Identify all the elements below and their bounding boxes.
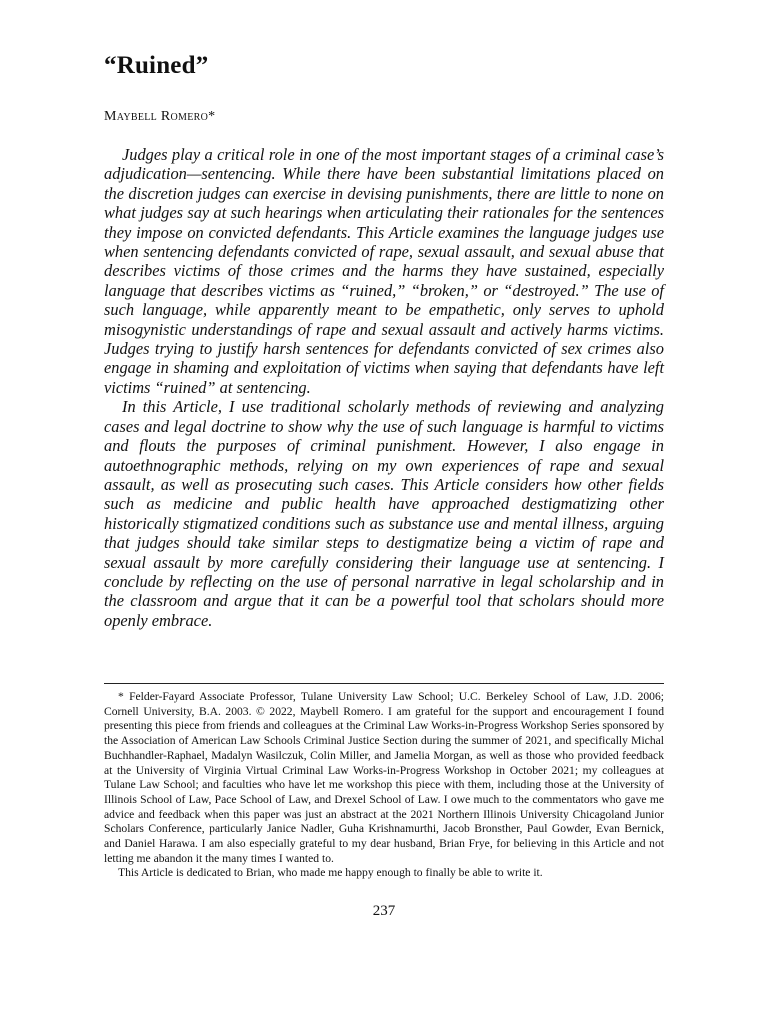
abstract-paragraph-2: In this Article, I use traditional scholarly methods of reviewing and analyzing cases and legal doctrine to show why the use of such language is harmful to victims and flouts the purposes of criminal punishment. However, I also engage in autoethnographic methods, relying on my own experiences of rape and sexual assault, as well as prosecuting such cases. This Article considers how other fields such as medicine and public health have approached destigmatizing other historically stigmatized conditions such as substance use and mental illness, arguing that judges should take similar steps to destigmatize being a victim of rape and sexual assault by more carefully considering their language use at sentencing. I conclude by reflecting on the use of personal narrative in legal scholarship and in the classroom and argue that it can be a powerful tool that scholars should more openly embrace. — [104, 397, 664, 630]
article-title: “Ruined” — [104, 52, 209, 79]
footnotes — [104, 690, 664, 881]
footnote-dedication: This Article is dedicated to Brian, who made me happy enough to finally be able to write it. — [118, 866, 543, 880]
footnote-divider — [104, 683, 664, 684]
footnote-author: * Felder-Fayard Associate Professor, Tulane University Law School; U.C. Berkeley School of Law, J.D. 2006; Cornell University, B.A. 2003. © 2022, Maybell Romero. I am grateful for the support and encouragement I found presenting this piece from friends and colleagues at the Criminal Law Works-in-Progress Workshop Series sponsored by the Association of American Law Schools Criminal Justice Section during the summer of 2021, and specifically Michal Buchhandler-Raphael, Madalyn Wasilczuk, Colin Miller, and Jamelia Morgan, as well as those who provided feedback at the University of Virginia Virtual Criminal Law Works-in-Progress Workshop in October 2021; my colleagues at Tulane Law School; and faculties who have let me workshop this piece with them, including those at the University of Illinois School of Law, Pace School of Law, and Drexel School of Law. I owe much to the commentators who gave me advice and feedback when this paper was just an abstract at the 2021 Northern Illinois University Chicagoland Junior Scholars Conference, particularly Janice Nadler, Guha Krishnamurthi, Jacob Bronsther, Paul Gowder, Evan Bernick, and Daniel Harawa. I am also especially grateful to my dear husband, Brian Frye, for believing in this Article and not letting me abandon it the many times I wanted to. — [104, 690, 664, 865]
abstract — [104, 145, 664, 630]
author-name: Maybell Romero* — [104, 109, 216, 124]
page-number: 237 — [372, 903, 396, 919]
abstract-paragraph-1: Judges play a critical role in one of the most important stages of a criminal case’s adjudication—sentencing. While there have been substantial limitations placed on the discretion judges can exercise in devising punishments, there are little to none on what judges say at such hearings when articulating their rationales for the sentences they impose on convicted defendants. This Article examines the language judges use when sentencing defendants convicted of rape, sexual assault, and sexual abuse that describes victims of those crimes and the harms they have sustained, especially language that describes victims as “ruined,” “broken,” or “destroyed.” The use of such language, while apparently meant to be empathetic, only serves to uphold misogynistic understandings of rape and sexual assault and actively harms victims. Judges trying to justify harsh sentences for defendants convicted of sex crimes also engage in shaming and exploitation of victims when saying that defendants have left victims “ruined” at sentencing. — [104, 145, 664, 397]
